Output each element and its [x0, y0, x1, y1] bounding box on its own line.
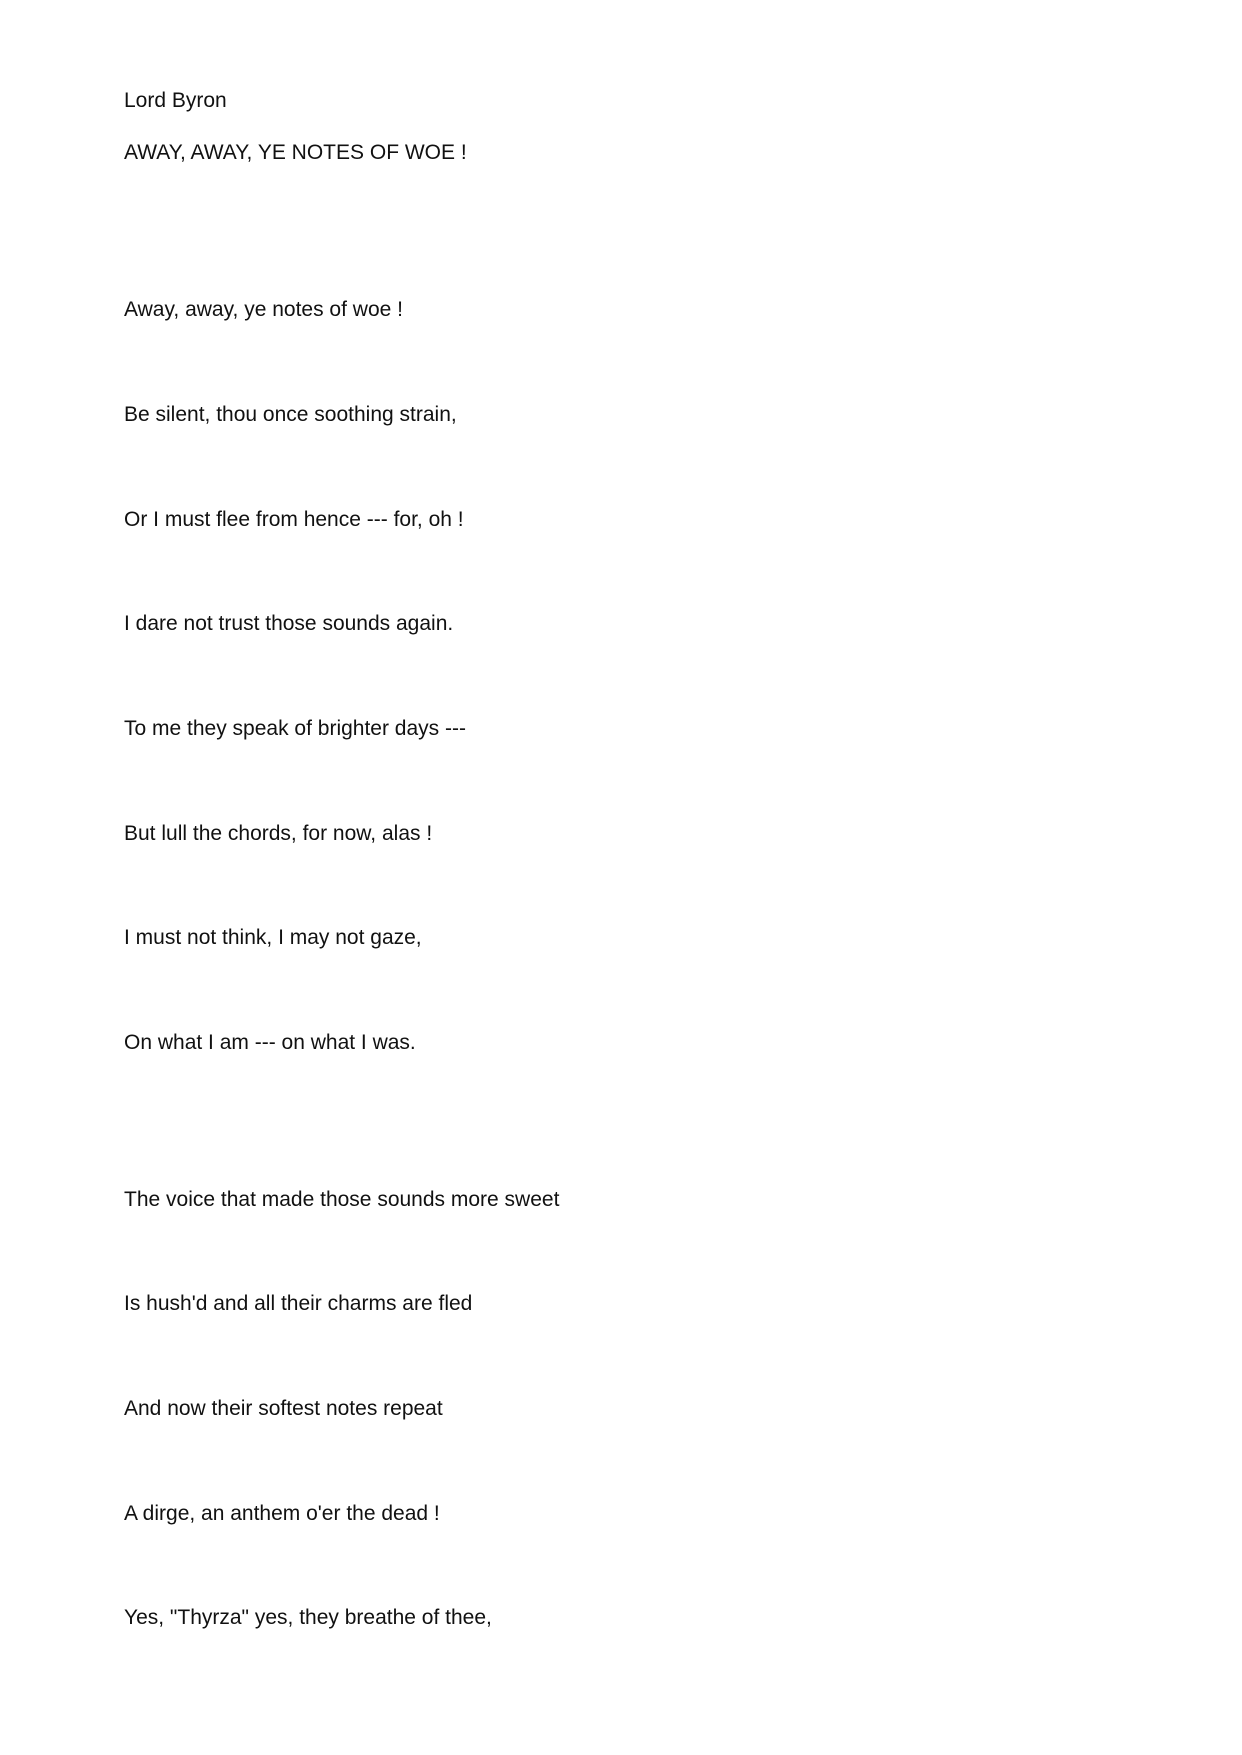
poem-line: I dare not trust those sounds again.	[124, 612, 454, 635]
poem-line: To me they speak of brighter days ---	[124, 717, 466, 740]
poem-line: Or I must flee from hence --- for, oh !	[124, 508, 464, 531]
poem-line: The voice that made those sounds more sweet	[124, 1188, 560, 1211]
author-name: Lord Byron	[124, 89, 227, 112]
poem-line: On what I am --- on what I was.	[124, 1031, 416, 1054]
poem-line: And now their softest notes repeat	[124, 1397, 443, 1420]
poem-line: Yes, "Thyrza" yes, they breathe of thee,	[124, 1606, 492, 1629]
poem-line: I must not think, I may not gaze,	[124, 926, 422, 949]
poem-line: Be silent, thou once soothing strain,	[124, 403, 457, 426]
poem-line: Away, away, ye notes of woe !	[124, 298, 403, 321]
poem-title: AWAY, AWAY, YE NOTES OF WOE !	[124, 141, 467, 164]
poem-line: A dirge, an anthem o'er the dead !	[124, 1502, 440, 1525]
poem-line: Is hush'd and all their charms are fled	[124, 1292, 473, 1315]
poem-line: But lull the chords, for now, alas !	[124, 822, 433, 845]
